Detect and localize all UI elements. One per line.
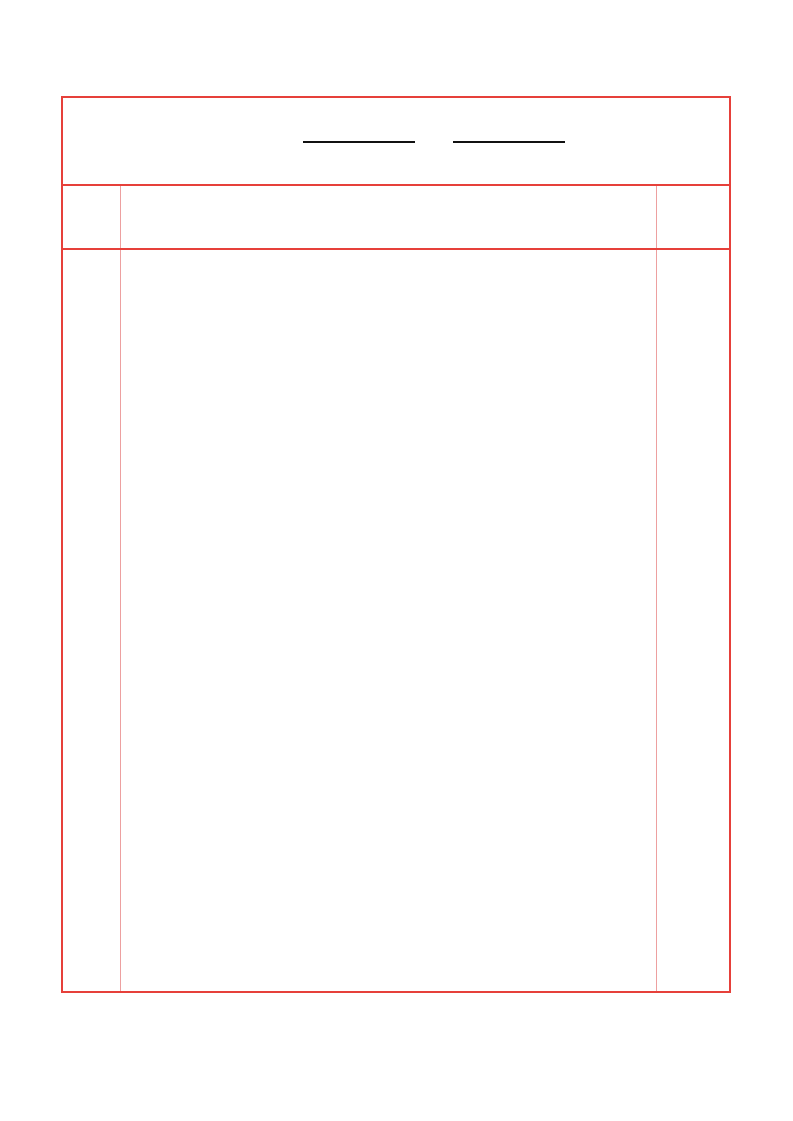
recitation-table [61,96,731,993]
content-column-header-cell [121,186,657,248]
parent-sign-column-header [657,186,729,248]
name-blank-field [453,126,565,143]
lesson-row [63,250,729,991]
table-title-row [63,98,729,186]
lesson-column-header [63,186,121,248]
poem-cell [121,250,657,991]
parent-signature-cell [657,250,729,991]
lesson-id-cell [63,250,121,991]
table-header-row [63,186,729,250]
class-blank-field [303,126,415,143]
class-name-line [63,123,729,143]
